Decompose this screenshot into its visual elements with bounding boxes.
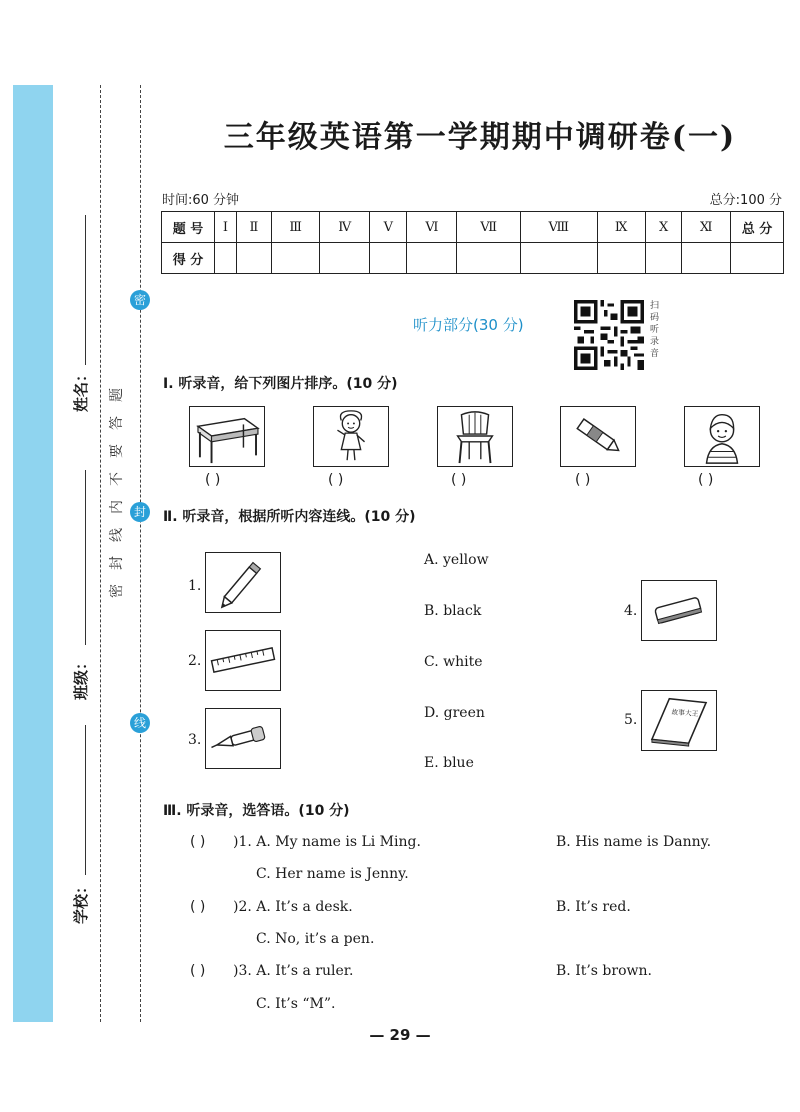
score-cell[interactable] (272, 243, 320, 274)
desk-image (189, 406, 265, 467)
option-b: B. black (424, 603, 482, 619)
warning-char: 内 (109, 500, 125, 514)
score-col-1: Ⅰ (215, 212, 237, 243)
item-number: 5. (624, 712, 638, 728)
score-cell[interactable] (320, 243, 370, 274)
score-cell[interactable] (731, 243, 784, 274)
score-col-6: Ⅵ (407, 212, 457, 243)
score-table-row-label: 题 号 (162, 212, 215, 243)
dashed-line-inner (140, 85, 141, 1022)
score-cell[interactable] (597, 243, 645, 274)
q3-1-option-a: )1. A. My name is Li Ming. (233, 834, 421, 850)
score-cell[interactable] (215, 243, 237, 274)
qr-code-icon[interactable] (574, 300, 644, 370)
score-cell[interactable] (645, 243, 682, 274)
answer-blank[interactable]: ( ) (698, 472, 714, 488)
score-cell[interactable] (682, 243, 731, 274)
scan-to-listen-text (650, 300, 662, 360)
q1-heading: Ⅰ. 听录音，给下列图片排序。(10 分) (163, 376, 398, 392)
seal-mark-mi: 密 (130, 290, 150, 310)
seal-mark-feng: 封 (130, 502, 150, 522)
pencil-image (205, 552, 281, 613)
score-cell[interactable] (236, 243, 271, 274)
page-number: — 29 — (369, 1026, 431, 1044)
score-table (161, 211, 784, 274)
warning-char: 不 (109, 472, 125, 486)
boy-image (684, 406, 760, 467)
answer-blank[interactable]: ( ) (451, 472, 467, 488)
score-cell[interactable] (457, 243, 520, 274)
score-cell[interactable] (520, 243, 597, 274)
storybook-image (641, 690, 717, 751)
item-number: 3. (188, 732, 202, 748)
q3-3-option-c: C. It’s “M”. (256, 996, 336, 1012)
q3-heading: Ⅲ. 听录音，选答语。(10 分) (163, 803, 350, 819)
binding-strip (13, 85, 53, 1022)
pen-image (205, 708, 281, 769)
option-c: C. white (424, 654, 483, 670)
score-table-row-label: 得 分 (162, 243, 215, 274)
school-label: 学校： (72, 878, 90, 924)
dashed-line-outer (100, 85, 101, 1022)
scan-char: 音 (650, 349, 660, 359)
class-line[interactable] (85, 470, 86, 645)
score-col-total: 总 分 (731, 212, 784, 243)
answer-blank[interactable]: ( ) (205, 472, 221, 488)
crayon-image (560, 406, 636, 467)
score-cell[interactable] (407, 243, 457, 274)
warning-char: 题 (109, 388, 125, 402)
chair-image (437, 406, 513, 467)
q3-2-option-a: )2. A. It’s a desk. (233, 899, 353, 915)
scan-char: 录 (650, 337, 660, 347)
item-number: 4. (624, 603, 638, 619)
warning-char: 要 (109, 444, 125, 458)
answer-blank[interactable]: ( ) (190, 834, 206, 850)
girl-image (313, 406, 389, 467)
option-e: E. blue (424, 755, 474, 771)
book-title: 故事大王 (671, 708, 699, 719)
warning-char: 封 (109, 556, 125, 570)
q3-1-option-b: B. His name is Danny. (556, 834, 712, 850)
school-line[interactable] (85, 725, 86, 875)
answer-blank[interactable]: ( ) (575, 472, 591, 488)
q3-2-option-b: B. It’s red. (556, 899, 631, 915)
q3-2-option-c: C. No, it’s a pen. (256, 931, 375, 947)
score-col-7: Ⅶ (457, 212, 520, 243)
score-col-4: Ⅳ (320, 212, 370, 243)
item-number: 1. (188, 578, 202, 594)
q3-3-option-a: )3. A. It’s a ruler. (233, 963, 354, 979)
name-line[interactable] (85, 215, 86, 365)
no-answer-warning (108, 388, 126, 598)
score-table-header-row (162, 212, 784, 243)
q3-3-option-b: B. It’s brown. (556, 963, 652, 979)
time-label: 时间:60 分钟 (162, 193, 240, 208)
warning-char: 密 (109, 584, 125, 598)
score-col-11: Ⅺ (682, 212, 731, 243)
score-col-5: Ⅴ (370, 212, 407, 243)
section-title-listening: 听力部分(30 分) (413, 316, 524, 334)
warning-char: 线 (109, 528, 125, 542)
score-table-score-row (162, 243, 784, 274)
option-a: A. yellow (424, 552, 489, 568)
seal-mark-xian: 线 (130, 713, 150, 733)
total-score-label: 总分:100 分 (709, 193, 782, 208)
answer-blank[interactable]: ( ) (190, 899, 206, 915)
class-label: 班级： (72, 654, 90, 700)
score-col-3: Ⅲ (272, 212, 320, 243)
score-col-2: Ⅱ (236, 212, 271, 243)
scan-char: 码 (650, 313, 660, 323)
scan-char: 听 (650, 325, 660, 335)
scan-char: 扫 (650, 301, 660, 311)
score-col-10: Ⅹ (645, 212, 682, 243)
score-cell[interactable] (370, 243, 407, 274)
warning-char: 答 (109, 416, 125, 430)
ruler-image (205, 630, 281, 691)
answer-blank[interactable]: ( ) (190, 963, 206, 979)
q2-heading: Ⅱ. 听录音，根据所听内容连线。(10 分) (163, 509, 416, 525)
page-title: 三年级英语第一学期期中调研卷(一) (223, 120, 737, 155)
score-col-9: Ⅸ (597, 212, 645, 243)
answer-blank[interactable]: ( ) (328, 472, 344, 488)
score-col-8: Ⅷ (520, 212, 597, 243)
option-d: D. green (424, 705, 485, 721)
eraser-image (641, 580, 717, 641)
q3-1-option-c: C. Her name is Jenny. (256, 866, 409, 882)
item-number: 2. (188, 653, 202, 669)
name-label: 姓名： (72, 366, 90, 412)
